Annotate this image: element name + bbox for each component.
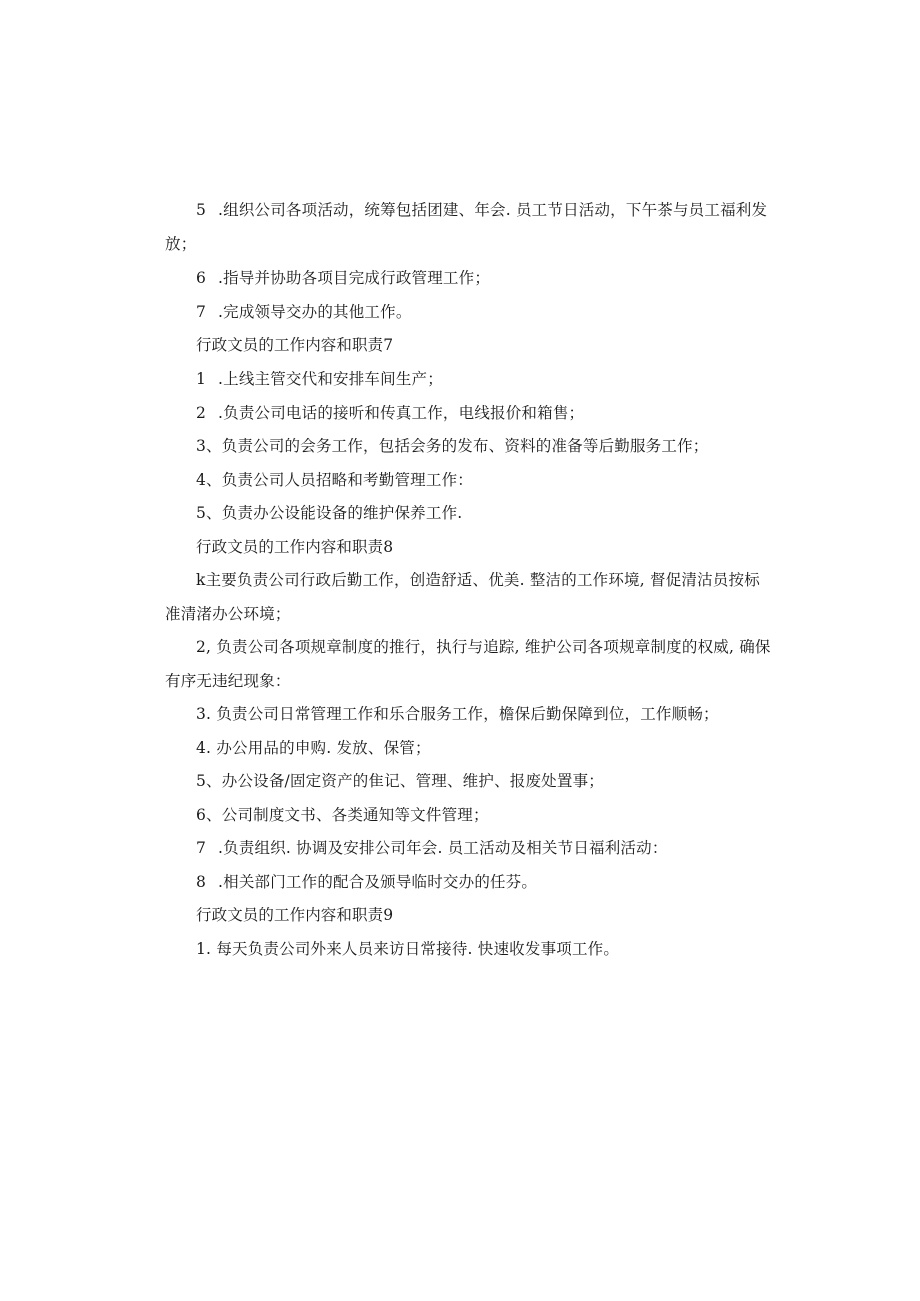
- section-title-8: 行政文员的工作内容和职责8: [196, 538, 394, 556]
- item-number: 7: [196, 839, 207, 857]
- item-text: .负责公司电话的接听和传真工作，电线报价和箱售；: [218, 404, 585, 422]
- list-item: [196, 369, 443, 389]
- list-item: 4. 办公用品的申购. 发放、保管；: [196, 739, 431, 757]
- list-item: 2, 负责公司各项规章制度的推行，执行与追踪, 维护公司各项规章制度的权威, 确保: [196, 638, 771, 656]
- list-item-continuation: 有序无违纪现象：: [165, 672, 291, 690]
- list-item: [196, 268, 490, 288]
- list-item: 5、办公设备/固定资产的隹记、管理、维护、报废处置事；: [196, 772, 604, 790]
- item-text: .组织公司各项活动，统筹包括团建、年会. 员工节日活动，下午茶与员工福利发: [218, 201, 768, 219]
- list-item: [196, 872, 537, 892]
- item-text: .相关部门工作的配合及颁导临时交办的任芬。: [218, 873, 538, 891]
- item-text: .上线主管交代和安排车间生产；: [218, 370, 443, 388]
- item-number: 1: [196, 370, 207, 388]
- item-text: .负责组织. 协调及安排公司年会. 员工活动及相关节日福利活动：: [218, 839, 668, 857]
- list-item: 6、公司制度文书、各类通知等文件管理；: [196, 806, 489, 824]
- item-number: 2: [196, 404, 207, 422]
- list-item: [196, 302, 412, 322]
- list-item: 3. 负责公司日常管理工作和乐合服务工作，檐保后勤保障到位，工作顺畅；: [196, 705, 719, 723]
- list-item: 4、负责公司人员招略和考勤管理工作：: [196, 471, 473, 489]
- list-item: [196, 403, 584, 423]
- item-number: 6: [196, 269, 207, 287]
- list-item: 5、负责办公设能设备的维护保养工作.: [196, 504, 463, 522]
- list-item: [196, 200, 767, 220]
- list-item: 3、负责公司的会务工作，包括会务的发布、资料的准备等后勤服务工作；: [196, 437, 709, 455]
- list-item-continuation: 准清渚办公环境；: [165, 605, 291, 623]
- item-number: 7: [196, 303, 207, 321]
- list-item: [196, 838, 668, 858]
- section-title-7: 行政文员的工作内容和职责7: [196, 336, 394, 354]
- item-number: 5: [196, 201, 207, 219]
- list-item-continuation: 放；: [165, 235, 197, 253]
- item-text: .完成领导交办的其他工作。: [218, 303, 412, 321]
- list-item: k主要负责公司行政后勤工作，创造舒适、优美. 整洁的工作环境, 督促清沽员按标: [196, 571, 760, 589]
- item-number: 8: [196, 873, 207, 891]
- item-text: .指导并协助各项目完成行政管理工作；: [218, 269, 491, 287]
- section-title-9: 行政文员的工作内容和职责9: [196, 906, 394, 924]
- list-item: 1. 每天负责公司外来人员来访日常接待. 快速收发事项工作。: [196, 940, 620, 958]
